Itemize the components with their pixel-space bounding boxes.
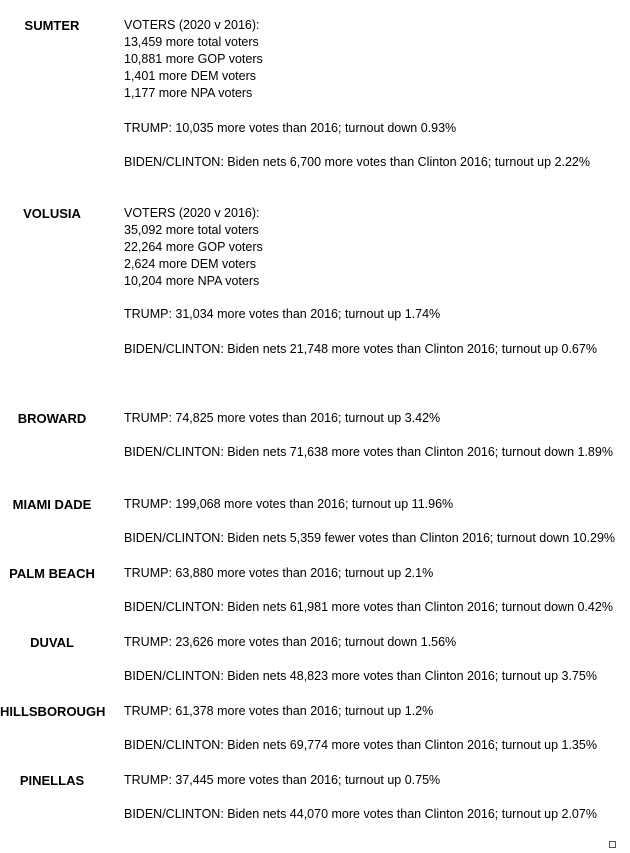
biden-stat-volusia: BIDEN/CLINTON: Biden nets 21,748 more votes than Clinton 2016; turnout up 0.67% [124,342,597,356]
biden-stat-palm-beach: BIDEN/CLINTON: Biden nets 61,981 more votes than Clinton 2016; turnout down 0.42% [124,600,613,614]
corner-square-marker [609,841,616,848]
biden-stat-miami-dade: BIDEN/CLINTON: Biden nets 5,359 fewer votes than Clinton 2016; turnout down 10.29% [124,531,616,545]
trump-stat-sumter: TRUMP: 10,035 more votes than 2016; turnout down 0.93% [124,121,457,135]
biden-stat-broward: BIDEN/CLINTON: Biden nets 71,638 more votes than Clinton 2016; turnout down 1.89% [124,445,613,459]
voter-stat-sumter-gop: 10,881 more GOP voters [124,52,263,66]
county-name-miami-dade: MIAMI DADE [12,497,92,512]
trump-stat-duval: TRUMP: 23,626 more votes than 2016; turnout down 1.56% [124,635,457,649]
voters-header-volusia: VOTERS (2020 v 2016): [124,206,260,220]
county-name-duval: DUVAL [30,635,74,650]
county-name-palm-beach: PALM BEACH [9,566,95,581]
trump-stat-pinellas: TRUMP: 37,445 more votes than 2016; turnout up 0.75% [124,773,441,787]
biden-stat-hillsborough: BIDEN/CLINTON: Biden nets 69,774 more votes than Clinton 2016; turnout up 1.35% [124,738,597,752]
county-name-volusia: VOLUSIA [23,206,81,221]
voter-stat-volusia-total: 35,092 more total voters [124,223,259,237]
voter-stat-volusia-npa: 10,204 more NPA voters [124,274,260,288]
county-name-broward: BROWARD [17,411,87,426]
voter-stat-sumter-total: 13,459 more total voters [124,35,259,49]
biden-stat-pinellas: BIDEN/CLINTON: Biden nets 44,070 more votes than Clinton 2016; turnout up 2.07% [124,807,597,821]
county-name-hillsborough: HILLSBOROUGH [0,704,106,719]
trump-stat-hillsborough: TRUMP: 61,378 more votes than 2016; turnout up 1.2% [124,704,434,718]
county-name-pinellas: PINELLAS [19,773,85,788]
trump-stat-palm-beach: TRUMP: 63,880 more votes than 2016; turnout up 2.1% [124,566,434,580]
biden-stat-duval: BIDEN/CLINTON: Biden nets 48,823 more votes than Clinton 2016; turnout up 3.75% [124,669,597,683]
voter-stat-volusia-dem: 2,624 more DEM voters [124,257,256,271]
voter-stat-sumter-npa: 1,177 more NPA voters [124,86,253,100]
county-name-sumter: SUMTER [24,18,80,33]
voter-stat-sumter-dem: 1,401 more DEM voters [124,69,256,83]
trump-stat-volusia: TRUMP: 31,034 more votes than 2016; turnout up 1.74% [124,307,441,321]
trump-stat-miami-dade: TRUMP: 199,068 more votes than 2016; turnout up 11.96% [124,497,454,511]
biden-stat-sumter: BIDEN/CLINTON: Biden nets 6,700 more votes than Clinton 2016; turnout up 2.22% [124,155,591,169]
voter-stat-volusia-gop: 22,264 more GOP voters [124,240,263,254]
trump-stat-broward: TRUMP: 74,825 more votes than 2016; turnout up 3.42% [124,411,441,425]
voters-header-sumter: VOTERS (2020 v 2016): [124,18,260,32]
